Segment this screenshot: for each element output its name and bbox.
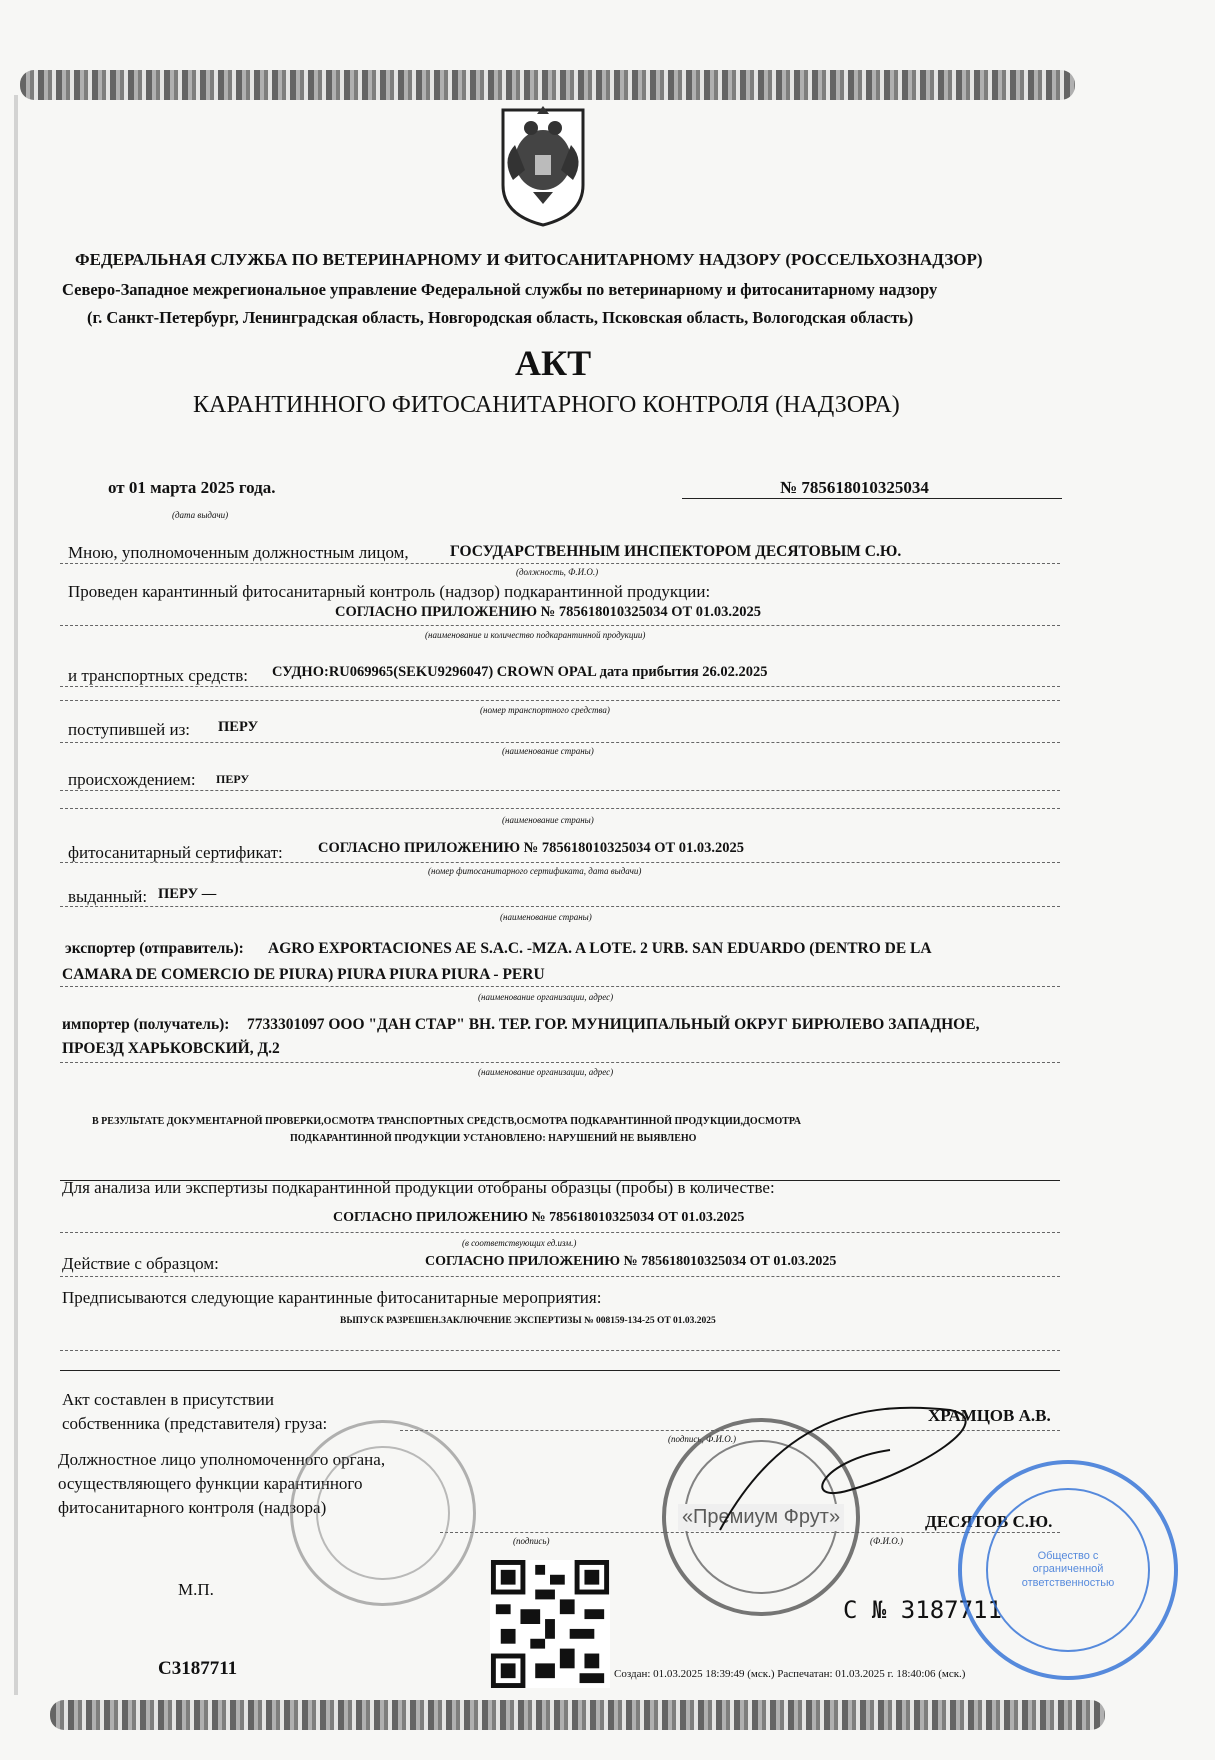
- official-label-line3: фитосанитарного контроля (надзора): [58, 1498, 327, 1517]
- field-line: [60, 808, 1060, 809]
- coat-of-arms-icon: [493, 100, 593, 230]
- divider: [60, 1370, 1060, 1371]
- field-line: [60, 563, 1060, 564]
- field-line: [60, 1350, 1060, 1351]
- cert-label: фитосанитарный сертификат:: [68, 843, 283, 862]
- divider: [682, 498, 1062, 499]
- issue-date-caption: (дата выдачи): [172, 510, 229, 520]
- federal-round-stamp: [290, 1420, 476, 1606]
- issued-label: выданный:: [68, 887, 148, 906]
- serial-right: С № 3187711: [843, 1596, 1002, 1624]
- transport-label: и транспортных средств:: [68, 666, 248, 685]
- doc-title: АКТ: [515, 343, 592, 383]
- exporter-caption: (наименование организации, адрес): [478, 992, 614, 1002]
- exporter-value-line1: AGRO EXPORTACIONES AE S.A.C. -MZA. A LOTE. 2 URB. SAN EDUARDO (DENTRO DE LA: [268, 940, 932, 957]
- importer-label: импортер (получатель):: [62, 1016, 230, 1033]
- field-line: [60, 1276, 1060, 1277]
- from-value: ПЕРУ: [218, 719, 259, 735]
- importer-value-line2: ПРОЕЗД ХАРЬКОВСКИЙ, Д.2: [62, 1040, 280, 1057]
- origin-caption: (наименование страны): [502, 815, 594, 825]
- sample-action-value: СОГЛАСНО ПРИЛОЖЕНИЮ № 785618010325034 ОТ 01.03.2025: [425, 1254, 837, 1269]
- qr-code-icon: [490, 1560, 610, 1688]
- field-line: [60, 790, 1060, 791]
- field-line: [60, 686, 1060, 687]
- product-value: СОГЛАСНО ПРИЛОЖЕНИЮ № 785618010325034 ОТ 01.03.2025: [335, 604, 762, 620]
- importer-caption: (наименование организации, адрес): [478, 1067, 614, 1077]
- act-number: № 785618010325034: [780, 478, 929, 497]
- org-regions: (г. Санкт-Петербург, Ленинградская область, Новгородская область, Псковская область, Вологодская область): [87, 308, 914, 327]
- product-caption: (наименование и количество подкарантинной продукции): [425, 630, 646, 640]
- ornament-border-top: [20, 70, 1075, 100]
- doc-subtitle: КАРАНТИННОГО ФИТОСАНИТАРНОГО КОНТРОЛЯ (НАДЗОРА): [193, 392, 900, 418]
- field-line: [60, 742, 1060, 743]
- field-line: [60, 625, 1060, 626]
- transport-value: СУДНО:RU069965(SEKU9296047) CROWN OPAL дата прибытия 26.02.2025: [272, 664, 768, 680]
- field-line: [60, 1062, 1060, 1063]
- official-name: ДЕСЯТОВ С.Ю.: [925, 1512, 1053, 1531]
- from-caption: (наименование страны): [502, 746, 594, 756]
- origin-value: ПЕРУ: [216, 772, 250, 786]
- exporter-value-line2: CAMARA DE COMERCIO DE PIURA) PIURA PIURA PIURA - PERU: [62, 966, 545, 983]
- field-line: [60, 700, 1060, 701]
- org-title: ФЕДЕРАЛЬНАЯ СЛУЖБА ПО ВЕТЕРИНАРНОМУ И ФИТОСАНИТАРНОМУ НАДЗОРУ (РОССЕЛЬХОЗНАДЗОР): [75, 250, 983, 269]
- official-label-line2: осуществляющего функции карантинного: [58, 1474, 363, 1493]
- ornament-border-left: [14, 95, 18, 1695]
- signature-scribble: [700, 1380, 1000, 1550]
- measures-value: ВЫПУСК РАЗРЕШЕН.ЗАКЛЮЧЕНИЕ ЭКСПЕРТИЗЫ № 008159-134-25 ОТ 01.03.2025: [340, 1316, 716, 1326]
- issue-date: от 01 марта 2025 года.: [108, 478, 276, 497]
- samples-label: Для анализа или экспертизы подкарантинной продукции отобраны образцы (пробы) в количестве:: [62, 1178, 775, 1197]
- fio-caption: (Ф.И.О.): [870, 1536, 903, 1546]
- ornament-border-bottom: [50, 1700, 1105, 1730]
- cert-value: СОГЛАСНО ПРИЛОЖЕНИЮ № 785618010325034 ОТ 01.03.2025: [318, 840, 745, 856]
- inspector-label: Мною, уполномоченным должностным лицом,: [68, 543, 409, 562]
- official-sign-caption: (подпись): [513, 1536, 550, 1546]
- premium-stamp-text: «Премиум Фрут»: [678, 1504, 844, 1531]
- samples-caption: (в соответствующих ед.изм.): [462, 1238, 577, 1248]
- issued-value: ПЕРУ —: [158, 886, 217, 902]
- samples-value: СОГЛАСНО ПРИЛОЖЕНИЮ № 785618010325034 ОТ 01.03.2025: [333, 1210, 745, 1225]
- sample-action-label: Действие с образцом:: [62, 1254, 219, 1273]
- org-subtitle: Северо-Западное межрегиональное управление Федеральной службы по ветеринарному и фитосанитарному надзору: [62, 280, 938, 299]
- cert-caption: (номер фитосанитарного сертификата, дата выдачи): [428, 866, 642, 876]
- owner-name: ХРАМЦОВ А.В.: [928, 1406, 1051, 1425]
- exporter-label: экспортер (отправитель):: [65, 940, 244, 957]
- result-line1: В РЕЗУЛЬТАТЕ ДОКУМЕНТАРНОЙ ПРОВЕРКИ,ОСМОТРА ТРАНСПОРТНЫХ СРЕДСТВ,ОСМОТРА ПОДКАРАНТИННОЙ ПРОДУКЦИИ,ДОСМОТРА: [92, 1116, 801, 1127]
- owner-sign-caption: (подпись, Ф.И.О.): [668, 1434, 737, 1444]
- origin-label: происхождением:: [68, 770, 196, 789]
- from-label: поступившей из:: [68, 720, 191, 739]
- inspector-value: ГОСУДАРСТВЕННЫМ ИНСПЕКТОРОМ ДЕСЯТОВЫМ С.Ю.: [450, 543, 902, 560]
- inspector-caption: (должность, Ф.И.О.): [516, 567, 599, 577]
- field-line: [60, 1232, 1060, 1233]
- field-line: [60, 986, 1060, 987]
- importer-value-line1: 7733301097 ООО "ДАН СТАР" ВН. ТЕР. ГОР. МУНИЦИПАЛЬНЫЙ ОКРУГ БИРЮЛЕВО ЗАПАДНОЕ,: [247, 1016, 980, 1033]
- owner-label-line2: собственника (представителя) груза:: [62, 1414, 328, 1433]
- result-line2: ПОДКАРАНТИННОЙ ПРОДУКЦИИ УСТАНОВЛЕНО: НАРУШЕНИЙ НЕ ВЫЯВЛЕНО: [290, 1133, 697, 1144]
- stamp-place-label: М.П.: [178, 1580, 214, 1599]
- created-printed-info: Создан: 01.03.2025 18:39:49 (мск.) Распечатан: 01.03.2025 г. 18:40:06 (мск.): [614, 1668, 966, 1680]
- transport-caption: (номер транспортного средства): [480, 705, 610, 715]
- blue-stamp-text: Общество с ограниченной ответственностью: [1021, 1550, 1115, 1589]
- serial-left: С3187711: [158, 1658, 238, 1679]
- issued-caption: (наименование страны): [500, 912, 592, 922]
- field-line: [60, 862, 1060, 863]
- owner-label-line1: Акт составлен в присутствии: [62, 1390, 274, 1409]
- product-label: Проведен карантинный фитосанитарный контроль (надзор) подкарантинной продукции:: [68, 582, 711, 601]
- measures-label: Предписываются следующие карантинные фитосанитарные мероприятия:: [62, 1288, 602, 1307]
- field-line: [60, 906, 1060, 907]
- official-label-line1: Должностное лицо уполномоченного органа,: [58, 1450, 386, 1469]
